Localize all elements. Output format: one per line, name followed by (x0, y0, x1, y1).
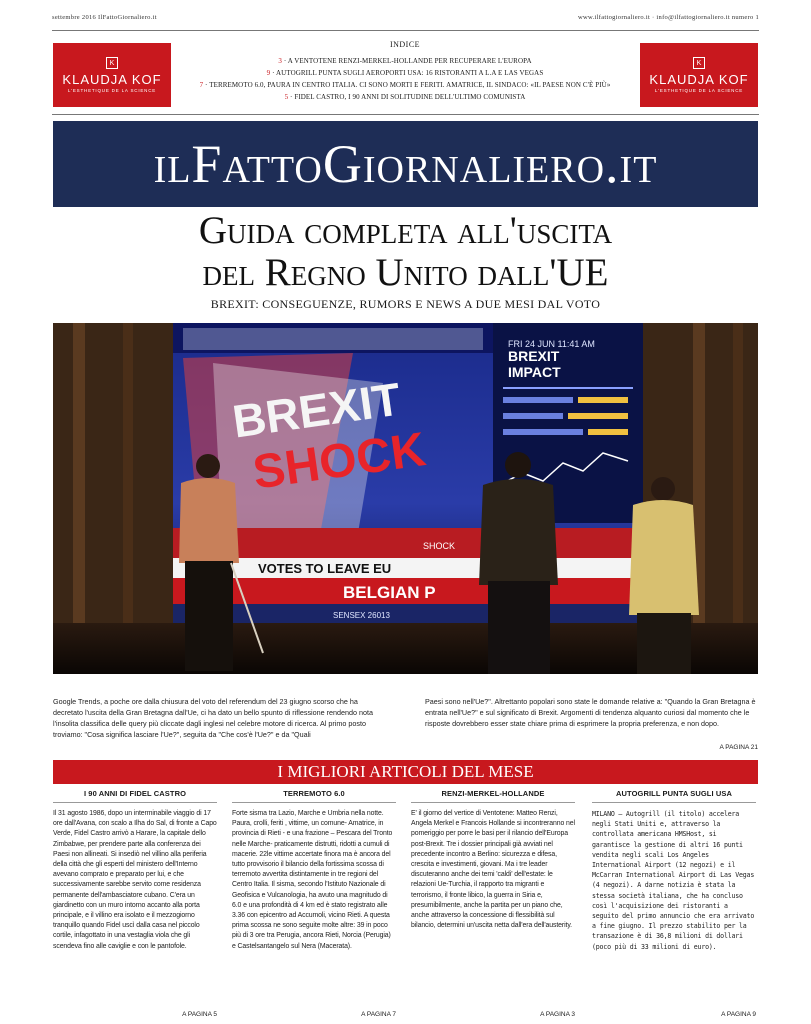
lead-page-ref[interactable]: A PAGINA 21 (719, 744, 758, 751)
photo-illustration (53, 323, 758, 674)
main-headline (0, 210, 811, 294)
article-body: MILANO – Autogrill (il titolo) accelera negli Stati Uniti e, attraverso la controllata americana HMSHost, si garantisce la gestione di altri 16 punti vendita negli scali Los Angeles International Airport (12 negozi) e il McCarran International Airport di Las Vegas (4 negozi). A darne notizia è stata la stessa società italiana, che ha concluso così l'acquisizione dei ristoranti a seguito del primo annuncio che era arrivato a fine giugno. Il prezzo stabilito per la transazione è di 36,8 milioni di dollari (poco più di 33 milioni di euro). (592, 810, 755, 951)
screen-date-text: FRI 24 JUN 11:41 AM (508, 339, 595, 349)
article-body: E' il giorno del vertice di Ventotene: Matteo Renzi, Angela Merkel e Francois Hollande si incontreranno nel pomeriggio per porre le basi per il rilancio dell'Europa post-Brexit. Tre i dossier principali già avviati nel precedente incontro a Berlino: sicurezza e difesa, crescita e investimenti, giovani. Ma i tre leader discuteranno anche dei temi 'caldi' dell'estate: le relazioni Ue-Turchia, il rapporto tra migranti e terrorismo, il fronte libico, la guerra in Siria e, presumibilmente, anche la partita per un piano che, anche attraverso la concessione di flessibilità sul bilancio, determini un'uscita netta dall'era dell'austerity. (411, 810, 575, 930)
panel-title-1: BREXIT (508, 348, 560, 364)
article-page-ref[interactable]: A PAGINA 3 (540, 1011, 575, 1018)
ad-brand: KLAUDJA KOF (62, 72, 162, 87)
index-item[interactable]: 5 · FIDEL CASTRO, I 90 ANNI DI SOLITUDINE DELL'ULTIMO COMUNISTA (284, 93, 526, 101)
article-title[interactable]: AUTOGRILL PUNTA SUGLI USA (592, 789, 756, 803)
index-item[interactable]: 7 · TERREMOTO 6.0, PAURA IN CENTRO ITALIA. CI SONO MORTI E FERITI. AMATRICE, IL SINDACO: «IL PAESE NON C'È PIÙ» (199, 81, 611, 89)
brexit-word: BREXIT (229, 372, 404, 448)
monogram-icon: K (693, 57, 705, 69)
masthead (53, 121, 758, 207)
headline-line-1: Guida completa all'uscita (198, 209, 613, 252)
issue-date: settembre 2016 IlFattoGiornaliero.it (52, 14, 157, 21)
person-right (629, 477, 699, 674)
article-body: Forte sisma tra Lazio, Marche e Umbria nella notte. Paura, crolli, feriti , vittime, un comune- Amatrice, in provincia di Rieti - e una frazione – Pescara del Tronto nelle Marche- praticamente distrutti, ridotti a cumuli di macerie. 22le vittime accertate finora ma è ancora del tutto provvisorio il bilancio della fortissima scossa di terremoto avvertita distintamente in tre regioni del Centro Italia. Il sisma, secondo l'Istituto Nazionale di Geofisica e Vulcanologia, ha avuto una magnitudo di 6.0 e una profondità di 4 km ed è stato registrato alle 3.36 con epicentro ad Accumoli, vicino Rieti. A questa prima scossa ne sono seguite molte altre: 39 in poco più di 3 ore tra Perugia, ancora Rieti, Norcia (Perugia) e Castelsantangelo sul Nera (Macerata). (232, 810, 393, 950)
article-page-ref[interactable]: A PAGINA 7 (361, 1011, 396, 1018)
article-autogrill (592, 789, 756, 1018)
monogram-icon: K (106, 57, 118, 69)
contact-line: www.ilfattogiornaliero.it · info@ilfattogiornaliero.it numero 1 (578, 14, 759, 21)
article-body: Il 31 agosto 1986, dopo un interminabile viaggio di 17 ore dall'Avana, con scalo a Ilha do Sal, di fronte a Capo Verde, Fidel Castro arrivò a Harare, la capitale dello Zimbabwe, per prendere parte alla conferenza dei Paesi non allineati. Si insediò nel villino alla periferia della città che gli esperti del ministero dell'Interno avevano comprato e preparato per lui, e che successivamente sarebbe servito come residenza permanente dell'ambasciatore cubano. C'era un giardinetto con un muro intorno accanto alla porta principale, e il villino era isolato e il mezzogiorno tranquillo quando Fidel uscì dalla casa nel piccolo cortile, infagottato in una vestaglia viola che gli scendeva fino alle caviglie e con le pantofole. (53, 810, 217, 950)
small-shock-right: SHOCK (423, 541, 456, 551)
article-page-ref[interactable]: A PAGINA 9 (721, 1011, 756, 1018)
lead-paragraph-left: Google Trends, a poche ore dalla chiusura del voto del referendum del 23 giugno scorso che ha decretato l'uscita della Gran Bretagna dall'Ue, ci ha dato un bello spunto di riflessione rendendo nota l'insolita classifica delle query più cliccate dagli inglesi nel celebre motore di ricerca. Al primo posto troviamo: "Cosa significa lasciare l'Ue?", seguita da "Che cos'è l'Ue?" e da "Quali (53, 697, 373, 739)
ticker-belgian: BELGIAN P (343, 583, 436, 602)
ad-brand: KLAUDJA KOF (649, 72, 749, 87)
ad-right[interactable] (640, 43, 758, 107)
person-middle (479, 452, 558, 674)
section-band: I MIGLIORI ARTICOLI DEL MESE (53, 760, 758, 784)
article-page-ref[interactable]: A PAGINA 5 (182, 1011, 217, 1018)
article-terremoto (232, 789, 396, 1018)
ad-tagline: L'ESTHETIQUE DE LA SCIENCE (67, 88, 157, 93)
index-box (175, 40, 635, 103)
masthead-title: ilFattoGiornaliero.it (153, 134, 658, 194)
index-item[interactable]: 3 · A VENTOTENE RENZI-MERKEL-HOLLANDE PER RECUPERARE L'EUROPA (278, 57, 532, 65)
article-title[interactable]: I 90 ANNI DI FIDEL CASTRO (53, 789, 217, 803)
subheadline: BREXIT: CONSEGUENZE, RUMORS E NEWS A DUE MESI DAL VOTO (210, 297, 601, 311)
article-renzi-merkel-hollande (411, 789, 575, 1018)
lead-paragraph-right: Paesi sono nell'Ue?". Altrettanto popolari sono state le domande relative a: "Quando la Gran Bretagna è entrata nell'Ue?" e sul significato di Brexit. Argomenti di tendenza alquanto curiosi dal momento che le risposte dovrebbero esser state chiare prima di esprimere la propria preferenza, e non dopo. (425, 697, 756, 728)
index-item[interactable]: 9 · AUTOGRILL PUNTA SUGLI AEROPORTI USA: 16 RISTORANTI A L.A E LAS VEGAS (266, 69, 544, 77)
brexit-photo (53, 323, 758, 674)
header-rule (52, 30, 759, 31)
article-title[interactable]: TERREMOTO 6.0 (232, 789, 396, 803)
index-rule (52, 114, 759, 115)
ad-left[interactable] (53, 43, 171, 107)
index-title: INDICE (389, 40, 421, 49)
headline-line-2: del Regno Unito dall'UE (202, 251, 609, 294)
article-fidel-castro (53, 789, 217, 1018)
shock-word: SHOCK (249, 423, 429, 500)
ticker-votes: VOTES TO LEAVE EU (258, 561, 392, 576)
running-header (52, 14, 759, 28)
ad-tagline: L'ESTHETIQUE DE LA SCIENCE (654, 88, 744, 93)
ticker-sensex: SENSEX 26013 (333, 611, 390, 620)
article-title[interactable]: RENZI-MERKEL-HOLLANDE (411, 789, 575, 803)
panel-title-2: IMPACT (508, 364, 561, 380)
